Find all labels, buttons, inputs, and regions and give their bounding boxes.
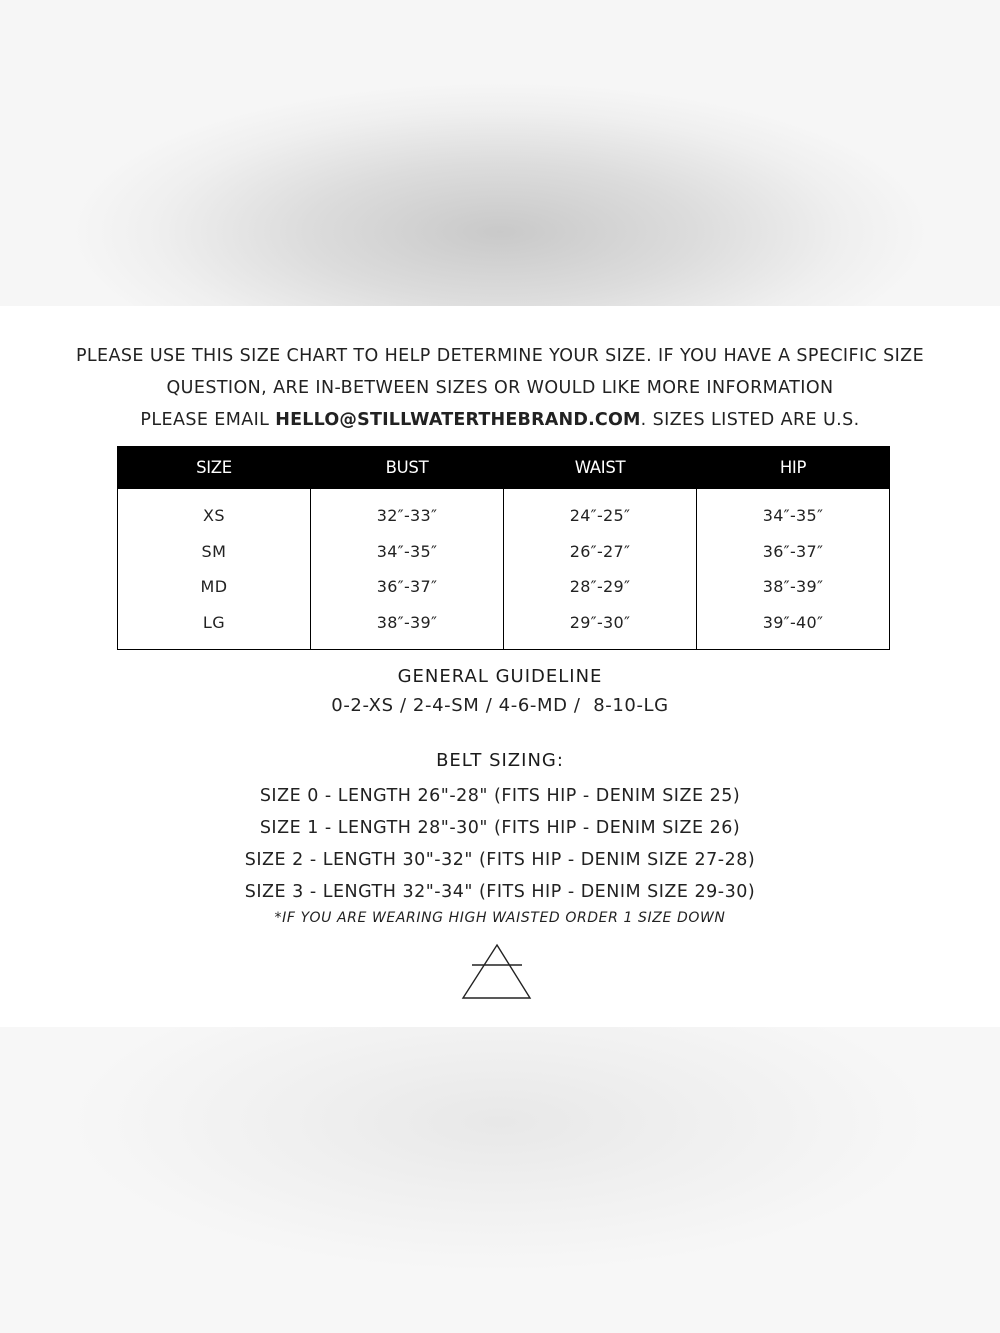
waist-cell: 24″-25″	[504, 489, 697, 534]
table-row	[118, 605, 890, 650]
waist-cell: 28″-29″	[504, 569, 697, 605]
belt-sizing-list	[0, 780, 1000, 908]
bust-cell: 34″-35″	[311, 534, 504, 570]
table-row	[118, 489, 890, 534]
size-table	[117, 446, 890, 650]
intro-line-1: PLEASE USE THIS SIZE CHART TO HELP DETERMINE YOUR SIZE. IF YOU HAVE A SPECIFIC SIZE	[75, 346, 925, 366]
size-cell: SM	[118, 534, 311, 570]
background-top	[0, 0, 1000, 306]
list-item: SIZE 3 - LENGTH 32"-34" (FITS HIP - DENIM SIZE 29-30)	[244, 882, 756, 902]
contact-email: HELLO@STILLWATERTHEBRAND.COM	[275, 410, 641, 430]
hip-cell: 38″-39″	[697, 569, 890, 605]
header-size: SIZE	[118, 447, 311, 489]
intro-line-3	[20, 404, 980, 436]
belt-sizing-title: BELT SIZING:	[436, 750, 564, 771]
waist-cell: 26″-27″	[504, 534, 697, 570]
intro-line-3-suffix: . SIZES LISTED ARE U.S.	[640, 410, 860, 430]
list-item: SIZE 1 - LENGTH 28"-30" (FITS HIP - DENIM SIZE 26)	[259, 818, 741, 838]
bust-cell: 38″-39″	[311, 605, 504, 650]
waist-cell: 29″-30″	[504, 605, 697, 650]
guideline-text: 0-2-XS / 2-4-SM / 4-6-MD / 8-10-LG	[331, 695, 669, 716]
guideline-title: GENERAL GUIDELINE	[397, 666, 603, 687]
table-row	[118, 534, 890, 570]
header-waist: WAIST	[504, 447, 697, 489]
hip-cell: 34″-35″	[697, 489, 890, 534]
size-chart-card	[0, 306, 1000, 1027]
intro-line-3-prefix: PLEASE EMAIL	[140, 410, 276, 430]
high-waist-note: *IF YOU ARE WEARING HIGH WAISTED ORDER 1 SIZE DOWN	[274, 910, 726, 926]
size-cell: MD	[118, 569, 311, 605]
table-row	[118, 569, 890, 605]
hip-cell: 36″-37″	[697, 534, 890, 570]
bust-cell: 36″-37″	[311, 569, 504, 605]
earth-triangle-icon	[460, 942, 534, 1000]
intro-text	[20, 340, 980, 436]
intro-line-2: QUESTION, ARE IN-BETWEEN SIZES OR WOULD LIKE MORE INFORMATION	[166, 378, 834, 398]
header-bust: BUST	[311, 447, 504, 489]
list-item: SIZE 0 - LENGTH 26"-28" (FITS HIP - DENIM SIZE 25)	[259, 786, 741, 806]
bust-cell: 32″-33″	[311, 489, 504, 534]
table-header-row	[118, 447, 890, 489]
header-hip: HIP	[697, 447, 890, 489]
size-cell: XS	[118, 489, 311, 534]
size-cell: LG	[118, 605, 311, 650]
hip-cell: 39″-40″	[697, 605, 890, 650]
list-item: SIZE 2 - LENGTH 30"-32" (FITS HIP - DENIM SIZE 27-28)	[244, 850, 756, 870]
background-bottom	[0, 1027, 1000, 1333]
